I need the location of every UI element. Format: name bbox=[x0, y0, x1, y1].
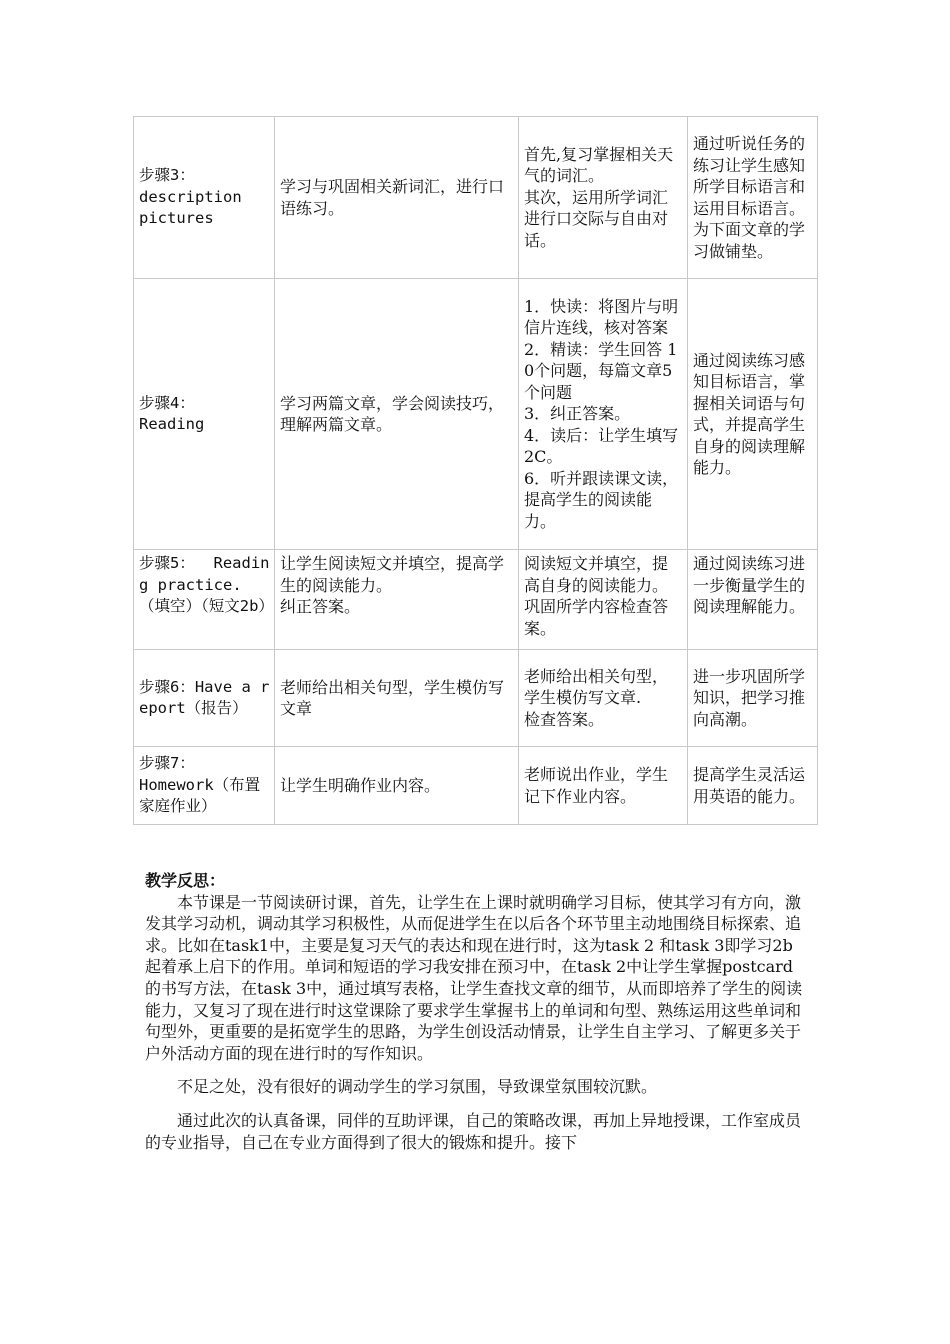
reflection-paragraph: 不足之处，没有很好的调动学生的学习氛围，导致课堂氛围较沉默。 bbox=[177, 1077, 658, 1097]
goal-cell: 学习两篇文章，学会阅读技巧，理解两篇文章。 bbox=[275, 279, 519, 550]
step-cell: 步骤7： Homework（布置家庭作业） bbox=[134, 747, 275, 825]
step-cell: 步骤4： Reading bbox=[134, 279, 275, 550]
goal-cell: 学习与巩固相关新词汇，进行口语练习。 bbox=[275, 117, 519, 279]
activity-cell: 1．快读：将图片与明信片连线，核对答案 2．精读：学生回答 10个问题，每篇文章5个问题 3．纠正答案。 4．读后：让学生填写2C。 6．听并跟读课文读，提高学生的阅读能力。 bbox=[519, 279, 688, 550]
table-row bbox=[134, 550, 818, 650]
reflection-paragraph: 通过此次的认真备课，同伴的互助评课，自己的策略改课，再加上异地授课，工作室成员的专业指导，自己在专业方面得到了很大的锻炼和提升。接下 bbox=[145, 1110, 802, 1152]
activity-cell: 阅读短文并填空，提高自身的阅读能力。巩固所学内容检查答案。 bbox=[519, 550, 688, 650]
goal-cell: 老师给出相关句型，学生模仿写文章 bbox=[275, 650, 519, 747]
reflection-title: 教学反思： bbox=[145, 871, 226, 890]
purpose-cell: 进一步巩固所学知识，把学习推向高潮。 bbox=[688, 650, 818, 747]
step-cell: 步骤6：Have a report（报告） bbox=[134, 650, 275, 747]
purpose-cell: 通过阅读练习感知目标语言，掌握相关词语与句式，并提高学生自身的阅读理解能力。 bbox=[688, 279, 818, 550]
goal-cell: 让学生阅读短文并填空，提高学生的阅读能力。 纠正答案。 bbox=[275, 550, 519, 650]
reflection-paragraph: 本节课是一节阅读研讨课，首先，让学生在上课时就明确学习目标，使其学习有方向，激发其学习动机，调动其学习积极性，从而促进学生在以后各个环节里主动地围绕目标探索、追求。比如在task1中，主要是复习天气的表达和现在进行时，这为task 2 和task 3即学习2b起着承上启下的作用。单词和短语的学习我安排在预习中，在task 2中让学生掌握postcard的书写方法，在task 3中，通过填写表格，让学生查找文章的细节，从而即培养了学生的阅读能力，又复习了现在进行时这堂课除了要求学生掌握书上的单词和句型、熟练运用这些单词和句型外，更重要的是拓宽学生的思路，为学生创设活动情景，让学生自主学习、了解更多关于户外活动方面的现在进行时的写作知识。 bbox=[145, 892, 803, 1063]
purpose-cell: 通过听说任务的练习让学生感知所学目标语言和运用目标语言。为下面文章的学习做铺垫。 bbox=[688, 117, 818, 279]
purpose-cell: 通过阅读练习进一步衡量学生的阅读理解能力。 bbox=[688, 550, 818, 650]
table-row bbox=[134, 650, 818, 747]
goal-cell: 让学生明确作业内容。 bbox=[275, 747, 519, 825]
table-row bbox=[134, 117, 818, 279]
activity-cell: 老师说出作业，学生记下作业内容。 bbox=[519, 747, 688, 825]
activity-cell: 首先,复习掌握相关天气的词汇。 其次，运用所学词汇进行口交际与自由对话。 bbox=[519, 117, 688, 279]
activity-cell: 老师给出相关句型，学生模仿写文章. 检查答案。 bbox=[519, 650, 688, 747]
step-cell: 步骤5： Reading practice.（填空）（短文2b） bbox=[134, 550, 275, 650]
lesson-plan-table bbox=[133, 116, 818, 825]
purpose-cell: 提高学生灵活运用英语的能力。 bbox=[688, 747, 818, 825]
table-row bbox=[134, 747, 818, 825]
step-cell: 步骤3： description pictures bbox=[134, 117, 275, 279]
teaching-reflection bbox=[145, 870, 805, 1153]
table-row bbox=[134, 279, 818, 550]
